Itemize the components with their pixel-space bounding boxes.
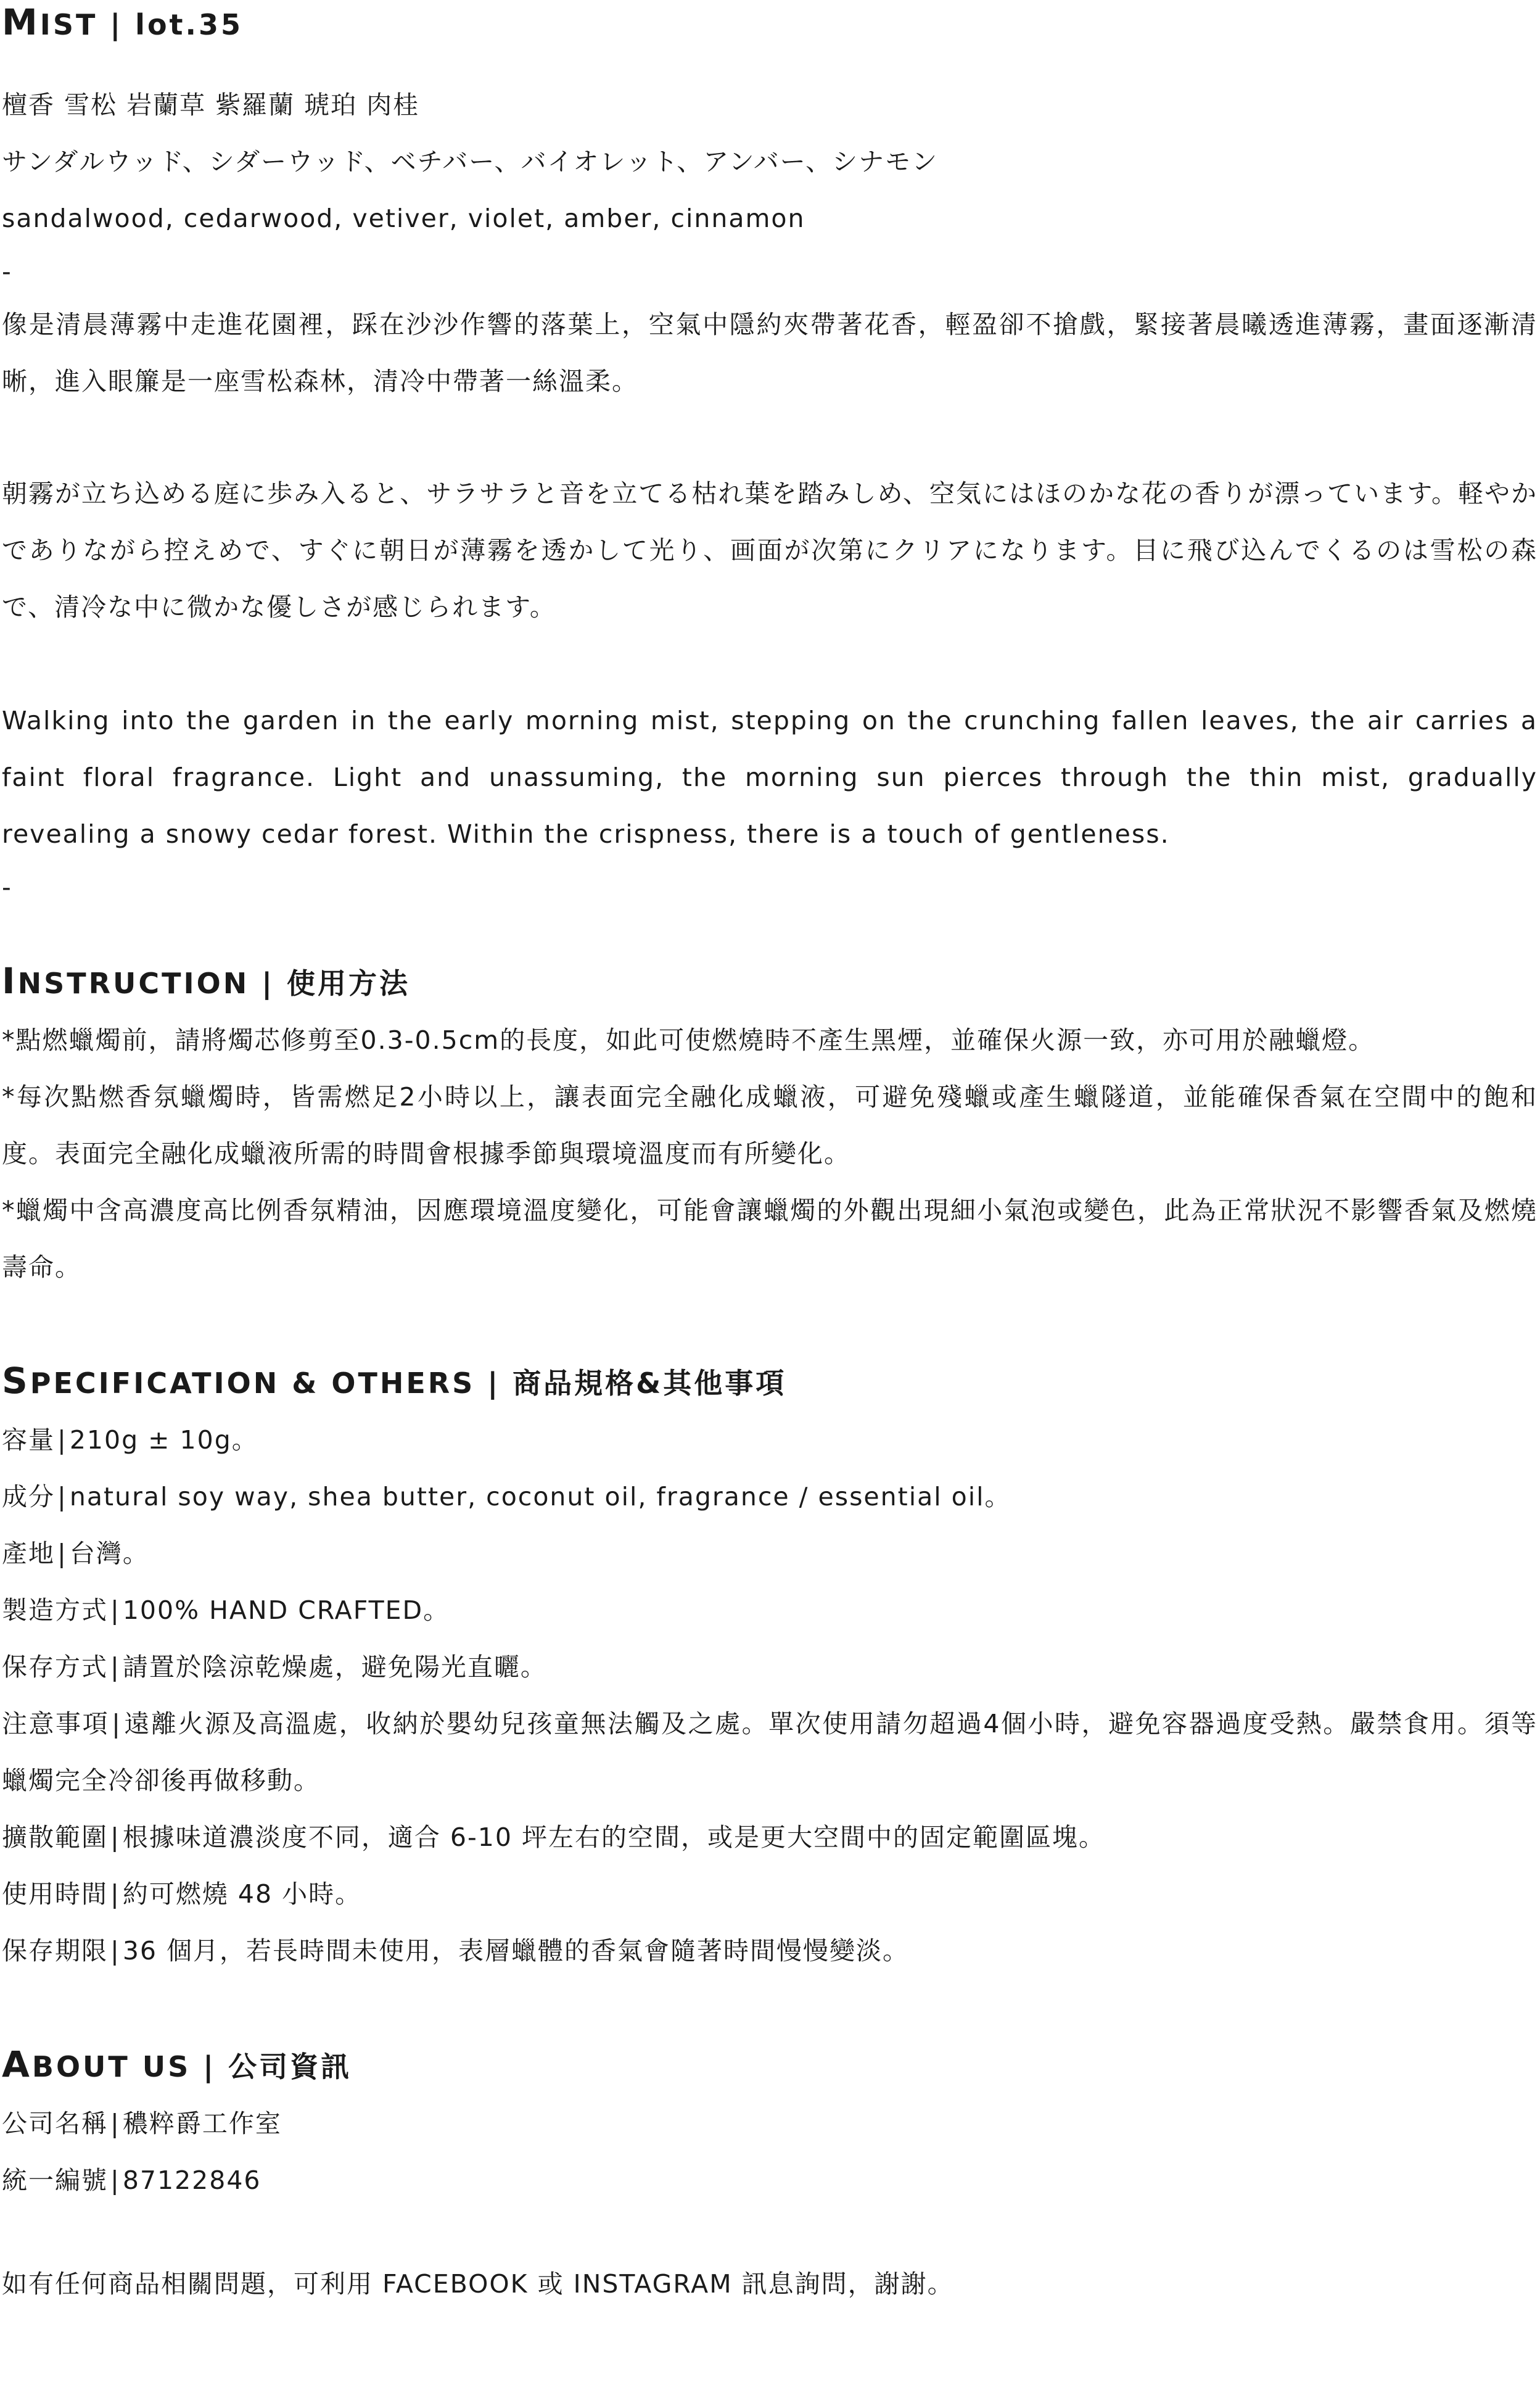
spec-value: 約可燃燒 48 小時。 [122,1879,362,1909]
about-separator: | [110,2109,120,2138]
spec-key: 保存期限 [2,1936,108,1966]
spacer [2,53,1540,77]
about-value: 穠粹爵工作室 [122,2109,282,2138]
spec-row-burn-time [2,1866,1540,1922]
spec-key: 注意事項 [2,1709,110,1739]
spec-row-storage [2,1639,1540,1695]
about-row-tax-id [2,2152,1540,2209]
spec-separator: | [110,1652,120,1682]
description-ja: 朝霧が立ち込める庭に歩み入ると、サラサラと音を立てる枯れ葉を踏みしめ、空気にはほのかな花の香りが漂っています。軽やかでありながら控えめで、すぐに朝日が薄霧を透かして光り、画面が次第にクリアになります。目に飛び込んでくるのは雪松の森で、清冷な中に微かな優しさが感じられます。 [2,479,1538,622]
spacer [2,1979,1540,2036]
contact-note: 如有任何商品相關問題，可利用 FACEBOOK 或 INSTAGRAM 訊息詢問，謝謝。 [2,2269,954,2299]
instruction-heading-rest: NSTRUCTION | 使用方法 [17,967,411,1000]
spec-key: 製造方式 [2,1595,108,1625]
spec-row-manufacturing [2,1582,1540,1639]
spec-separator: | [57,1539,67,1568]
about-heading [2,2036,1540,2095]
spec-separator: | [110,1822,120,1852]
spec-row-shelf-life [2,1922,1540,1979]
spec-value: 遠離火源及高溫處，收納於嬰幼兒孩童無法觸及之處。單次使用請勿超過4個小時，避免容器過度受熱。嚴禁食用。須等蠟燭完全冷卻後再做移動。 [2,1709,1538,1795]
spec-key: 使用時間 [2,1879,108,1909]
spacer [2,912,1540,953]
about-row-company [2,2095,1540,2152]
instruction-item: *點燃蠟燭前，請將燭芯修剪至0.3-0.5cm的長度，如此可使燃燒時不產生黑煙，並確保火源一致，亦可用於融蠟燈。 [2,1025,1375,1055]
about-key: 公司名稱 [2,2109,108,2138]
about-key: 統一編號 [2,2165,108,2195]
divider: - [2,257,11,286]
product-title-rest: IST | lot.35 [39,8,244,41]
spec-value: 請置於陰涼乾燥處，避免陽光直曬。 [122,1652,547,1682]
specification-heading [2,1352,1540,1412]
divider: - [2,872,11,902]
spec-key: 容量 [2,1425,55,1455]
spec-key: 成分 [2,1482,55,1511]
spacer [2,410,1540,465]
spec-value: 210g ± 10g。 [69,1425,258,1455]
spec-separator: | [110,1595,120,1625]
about-heading-cap: A [2,2043,32,2085]
specification-heading-cap: S [2,1360,30,1402]
spec-key: 擴散範圍 [2,1822,108,1852]
spec-row-precautions [2,1695,1538,1809]
instruction-heading-cap: I [2,960,18,1002]
about-value: 87122846 [122,2165,261,2195]
instruction-item: *蠟燭中含高濃度高比例香氛精油，因應環境溫度變化，可能會讓蠟燭的外觀出現細小氣泡或變色，此為正常狀況不影響香氣及燃燒壽命。 [2,1196,1538,1282]
notes-en: sandalwood, cedarwood, vetiver, violet, amber, cinnamon [2,204,805,233]
spec-row-capacity [2,1412,1540,1468]
notes-zh: 檀香 雪松 岩蘭草 紫羅蘭 琥珀 肉桂 [2,90,420,120]
spacer [2,1296,1540,1352]
notes-ja: サンダルウッド、シダーウッド、ベチバー、バイオレット、アンバー、シナモン [2,147,939,176]
spec-separator: | [57,1482,67,1511]
description-en: Walking into the garden in the early morning mist, stepping on the crunching fallen leaves, the air carries a faint floral fragrance. Light and unassuming, the morning sun pierces through the thin mist, gradually revealing a snowy cedar forest. Within the crispness, there is a touch of gentleness. [2,706,1538,849]
instruction-item: *每次點燃香氛蠟燭時，皆需燃足2小時以上，讓表面完全融化成蠟液，可避免殘蠟或產生蠟隧道，並能確保香氣在空間中的飽和度。表面完全融化成蠟液所需的時間會根據季節與環境溫度而有所變化。 [2,1082,1538,1168]
spec-key: 保存方式 [2,1652,108,1682]
specification-heading-rest: PECIFICATION & OTHERS | 商品規格&其他事項 [30,1367,787,1400]
product-title-cap: M [2,1,40,43]
spec-row-origin [2,1525,1540,1582]
spec-value: 100% HAND CRAFTED。 [122,1595,450,1625]
description-zh: 像是清晨薄霧中走進花園裡，踩在沙沙作響的落葉上，空氣中隱約夾帶著花香，輕盈卻不搶戲，緊接著晨曦透進薄霧，畫面逐漸清晰，進入眼簾是一座雪松森林，清冷中帶著一絲溫柔。 [2,310,1538,396]
spec-separator: | [110,1879,120,1909]
instruction-heading [2,953,1540,1012]
spacer [2,635,1540,692]
spec-value: 36 個月，若長時間未使用，表層蠟體的香氣會隨著時間慢慢變淡。 [122,1936,910,1966]
spec-separator: | [110,1936,120,1966]
spec-value: 根據味道濃淡度不同，適合 6-10 坪左右的空間，或是更大空間中的固定範圍區塊。 [122,1822,1105,1852]
spec-row-ingredients [2,1468,1540,1525]
spacer [2,2209,1540,2256]
spec-row-diffusion [2,1809,1540,1866]
spec-separator: | [57,1425,67,1455]
spec-value: natural soy way, shea butter, coconut oil, fragrance / essential oil。 [69,1482,1011,1511]
product-title [2,0,1540,53]
spec-value: 台灣。 [69,1539,149,1568]
spec-separator: | [112,1709,121,1739]
about-separator: | [110,2165,120,2195]
about-heading-rest: BOUT US | 公司資訊 [31,2050,352,2083]
spec-key: 產地 [2,1539,55,1568]
